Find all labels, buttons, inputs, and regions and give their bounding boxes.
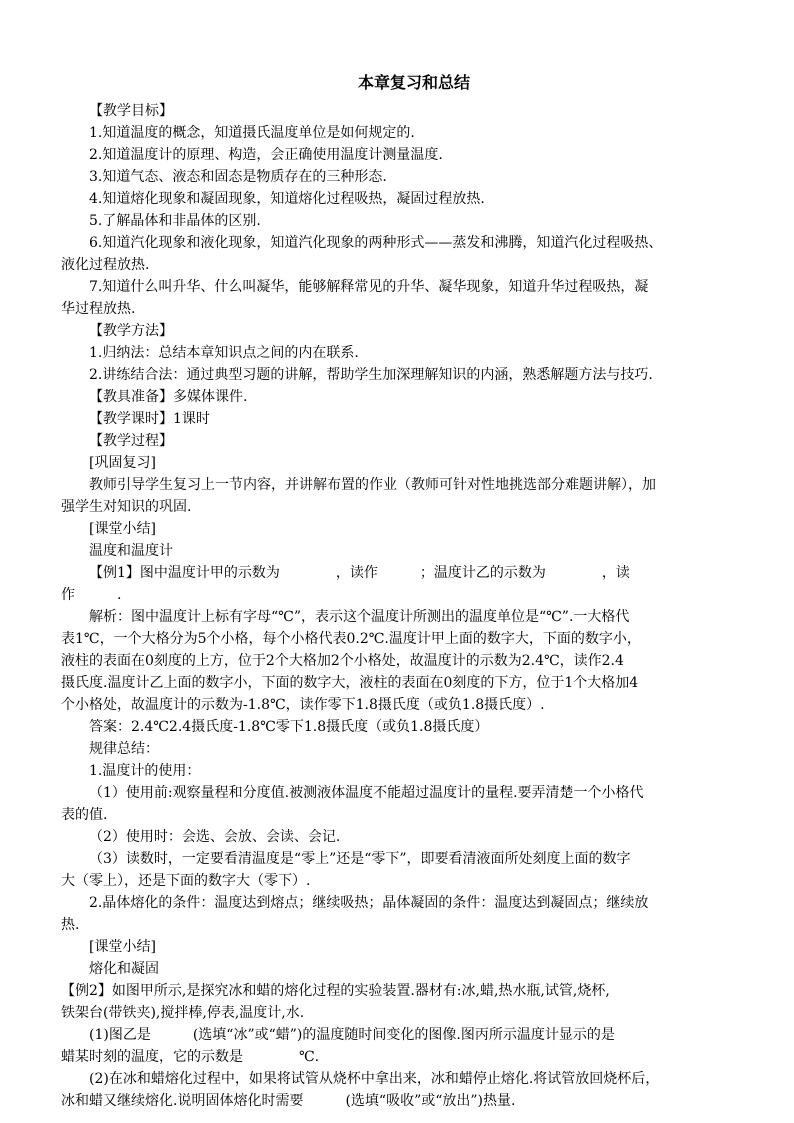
objective-7-cont: 华过程放热. [61, 301, 136, 317]
section-heading-process: 【教学过程】 [89, 433, 173, 449]
analysis-line-4: 摄氏度.温度计乙上面的数字小，下面的数字大，液柱的表面在0刻度的下方，位于1个大格加4 [61, 675, 639, 691]
analysis-paragraph: 解析：图中温度计上标有字母“℃”，表示这个温度计所测出的温度单位是“℃”.一大格代 [89, 609, 630, 625]
objective-7: 7.知道什么叫升华、什么叫凝华，能够解释常见的升华、凝华现象，知道升华过程吸热，凝 [89, 279, 649, 295]
objective-3: 3.知道气态、液态和固态是物质存在的三种形态. [89, 169, 387, 185]
subheading-summary-2: [课堂小结] [89, 939, 156, 955]
section-heading-methods: 【教学方法】 [89, 323, 173, 339]
objective-5: 5.了解晶体和非晶体的区别. [89, 213, 261, 229]
answer-line: 答案：2.4℃2.4摄氏度-1.8℃零下1.8摄氏度（或负1.8摄氏度） [89, 719, 489, 735]
rule-1-step-1-cont: 表的值. [61, 807, 108, 823]
objective-1: 1.知道温度的概念，知道摄氏温度单位是如何规定的. [89, 125, 415, 141]
analysis-line-2: 表1℃，一个大格分为5个小格，每个小格代表0.2℃.温度计甲上面的数字大，下面的数字小， [61, 631, 641, 647]
example-2-q1-cont: 蜡某时刻的温度，它的示数是 ℃. [61, 1049, 320, 1065]
analysis-line-5: 个小格处，故温度计的示数为-1.8℃，读作零下1.8摄氏度（或负1.8摄氏度）. [61, 697, 545, 713]
rule-2: 2.晶体熔化的条件：温度达到熔点；继续吸热；晶体凝固的条件：温度达到凝固点；继续放 [89, 895, 649, 911]
rule-1-step-2: （2）使用时：会选、会放、会读、会记. [89, 829, 341, 845]
rule-1: 1.温度计的使用： [89, 763, 201, 779]
topic-thermometer: 温度和温度计 [89, 543, 173, 559]
example-2-q1: (1)图乙是 (选填“冰”或“蜡”)的温度随时间变化的图像.图丙所示温度计显示的是 [89, 1027, 615, 1043]
method-1: 1.归纳法：总结本章知识点之间的内在联系. [89, 345, 359, 361]
topic-melting: 熔化和凝固 [89, 961, 159, 977]
objective-4: 4.知道熔化现象和凝固现象，知道熔化过程吸热，凝固过程放热. [89, 191, 485, 207]
analysis-line-3: 液柱的表面在0刻度的上方，位于2个大格加2个小格处，故温度计的示数为2.4℃，读作2.4 [61, 653, 624, 669]
example-2-cont: 铁架台(带铁夹),搅拌棒,停表,温度计,水. [61, 1005, 305, 1021]
objective-2: 2.知道温度计的原理、构造，会正确使用温度计测量温度. [89, 147, 443, 163]
example-2: 【例2】如图甲所示,是探究冰和蜡的熔化过程的实验装置.器材有:冰,蜡,热水瓶,试管,烧杯, [61, 983, 610, 999]
teaching-aids: 【教具准备】多媒体课件. [89, 389, 248, 405]
example-1-cont: 作 . [61, 587, 122, 603]
method-2: 2.讲练结合法：通过典型习题的讲解，帮助学生加深理解知识的内涵，熟悉解题方法与技巧. [89, 367, 653, 383]
rule-1-step-3: （3）读数时，一定要看清温度是“零上”还是“零下”，即要看清液面所处刻度上面的数字 [89, 851, 631, 867]
objective-6: 6.知道汽化现象和液化现象，知道汽化现象的两种形式——蒸发和沸腾，知道汽化过程吸热、 [89, 235, 663, 251]
example-2-q2-cont: 冰和蜡又继续熔化.说明固体熔化时需要 (选填“吸收”或“放出”)热量. [61, 1093, 516, 1109]
rule-2-cont: 热. [61, 917, 80, 933]
example-2-q2: (2)在冰和蜡熔化过程中，如果将试管从烧杯中拿出来，冰和蜡停止熔化.将试管放回烧杯后， [89, 1071, 660, 1087]
example-1: 【例1】图中温度计甲的示数为 ，读作 ；温度计乙的示数为 ，读 [89, 565, 630, 581]
class-hours: 【教学课时】1课时 [89, 411, 210, 427]
page-title: 本章复习和总结 [357, 73, 470, 92]
subheading-review: [巩固复习] [89, 455, 156, 471]
rule-1-step-1: （1）使用前:观察量程和分度值.被测液体温度不能超过温度计的量程.要弄清楚一个小格代 [89, 785, 644, 801]
objective-6-cont: 液化过程放热. [61, 257, 150, 273]
section-heading-objectives: 【教学目标】 [89, 103, 173, 119]
rule-1-step-3-cont: 大（零上），还是下面的数字大（零下）. [61, 873, 311, 889]
subheading-summary: [课堂小结] [89, 521, 156, 537]
review-paragraph-cont: 强学生对知识的巩固. [61, 499, 192, 515]
review-paragraph: 教师引导学生复习上一节内容，并讲解布置的作业（教师可针对性地挑选部分难题讲解），加 [89, 477, 656, 493]
rule-summary-label: 规律总结： [89, 741, 159, 757]
